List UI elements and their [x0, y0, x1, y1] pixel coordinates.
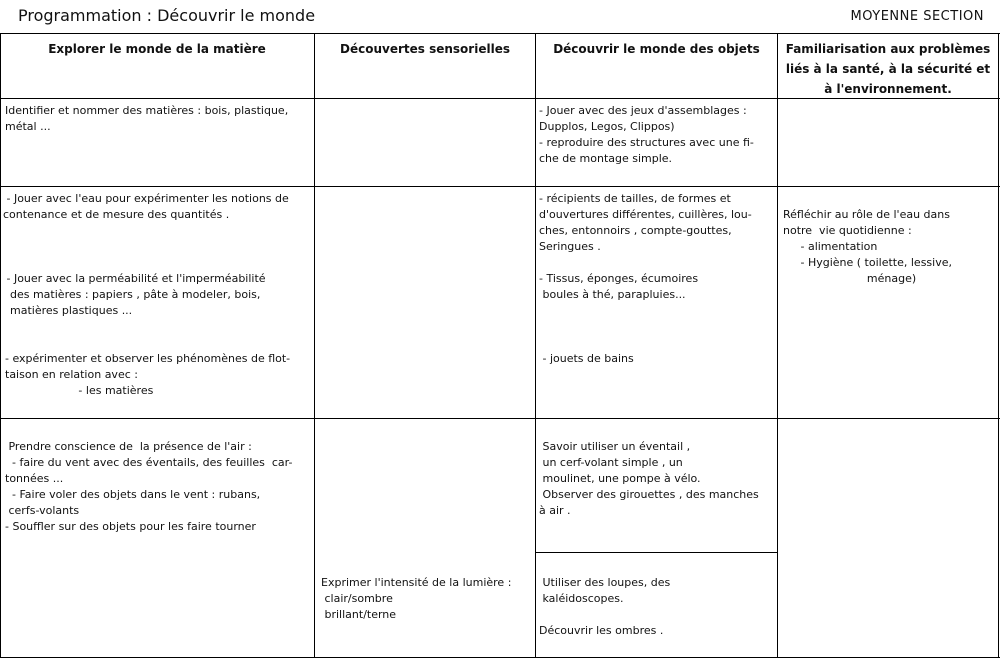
- table-right-border: [998, 33, 999, 658]
- row2-col3-fabrics-text: - Tissus, éponges, écumoires boules à thé, parapluies...: [539, 272, 699, 301]
- row2-col1-water-text: - Jouer avec l'eau pour expérimenter les notions de contenance et de mesure des quantités .: [3, 192, 289, 221]
- row1-divider: [0, 186, 1000, 187]
- col2-divider: [535, 33, 536, 658]
- header-explorer-matiere: Explorer le monde de la matière: [48, 42, 266, 56]
- page-title: Programmation : Découvrir le monde: [18, 6, 316, 25]
- row2-col3-containers-text: - récipients de tailles, de formes et d'ouvertures différentes, cuillères, lou- ches, entonnoirs , compte-gouttes, Seringues .: [539, 192, 752, 253]
- row4-col2-light-text: Exprimer l'intensité de la lumière : clair/sombre brillant/terne: [321, 576, 512, 621]
- table-left-border: [0, 33, 1, 658]
- row2-divider: [0, 418, 1000, 419]
- row3-divider: [535, 552, 777, 553]
- section-label: MOYENNE SECTION: [850, 9, 984, 24]
- row3-col3-wind-objects-text: Savoir utiliser un éventail , un cerf-volant simple , un moulinet, une pompe à vélo. Observer des girouettes , des manches à air .: [539, 440, 759, 517]
- row4-col3-magnifiers-text: Utiliser des loupes, des kaléidoscopes.: [542, 576, 671, 605]
- row4-col3-shadows-text: Découvrir les ombres .: [539, 624, 664, 637]
- row1-col3-text: - Jouer avec des jeux d'assemblages : Dupplos, Legos, Clippos) - reproduire des structures avec une fi- che de montage simple.: [539, 104, 754, 165]
- row2-col1-permeability-text: - Jouer avec la perméabilité et l'imperméabilité des matières : papiers , pâte à modeler, bois, matières plastiques ...: [6, 272, 266, 317]
- col3-divider: [777, 33, 778, 658]
- col1-divider: [314, 33, 315, 658]
- row3-col1-air-text: Prendre conscience de la présence de l'air : - faire du vent avec des éventails, des feuilles car- tonnées ... - Faire voler des objets dans le vent : rubans, cerfs-volants - Souffler sur des objets pour les faire tourner: [5, 440, 293, 533]
- row2-col3-bath-toys-text: - jouets de bains: [539, 352, 634, 365]
- header-sante-securite: Familiarisation aux problèmes liés à la santé, à la sécurité et à l'environnement.: [785, 42, 991, 96]
- header-decouvertes-sensorielles: Découvertes sensorielles: [340, 42, 510, 56]
- row2-col1-flotation-text: - expérimenter et observer les phénomènes de flot- taison en relation avec : - les matières: [5, 352, 291, 397]
- header-monde-objets: Découvrir le monde des objets: [553, 42, 760, 56]
- row1-col1-text: Identifier et nommer des matières : bois, plastique, métal ...: [5, 104, 289, 133]
- table-bottom-border: [0, 657, 1000, 658]
- row2-col4-water-role-text: Réfléchir au rôle de l'eau dans notre vie quotidienne : - alimentation - Hygiène ( toilette, lessive, ménage): [783, 208, 952, 285]
- table-top-border: [0, 33, 1000, 34]
